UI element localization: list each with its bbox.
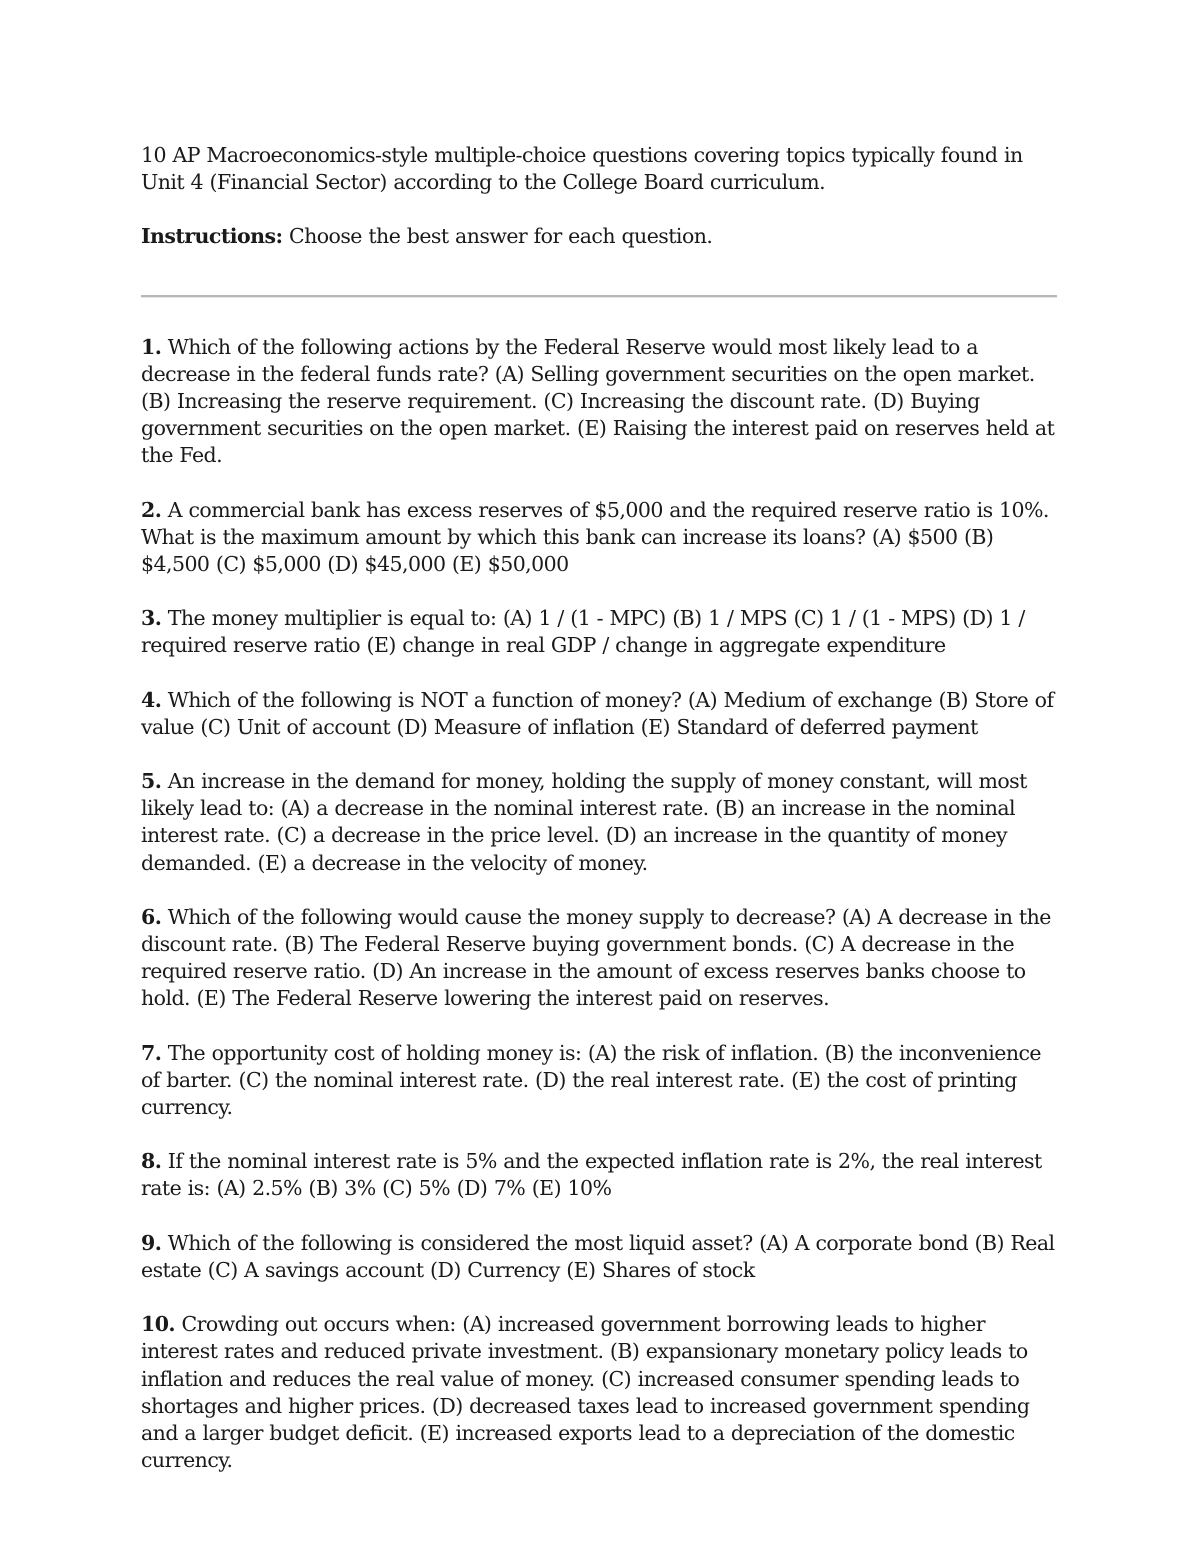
question-number: 3. <box>141 606 162 631</box>
intro-paragraph: 10 AP Macroeconomics-style multiple-choice questions covering topics typically found in Unit 4 (Financial Sector) according to the College Board curriculum. <box>141 143 1023 195</box>
question-text: Which of the following actions by the Federal Reserve would most likely lead to a decrease in the federal funds rate? (A) Selling government securities on the open market. (B) Increasing the reserve requirement. (C) Increasing the discount rate. (D) Buying government securities on the open market. (E) Raising the interest paid on reserves held at the Fed. <box>141 334 1055 468</box>
horizontal-divider <box>141 295 1057 298</box>
question-number: 9. <box>141 1230 162 1255</box>
question-text: Which of the following is NOT a function of money? (A) Medium of exchange (B) Store of value (C) Unit of account (D) Measure of inflation (E) Standard of deferred payment <box>141 687 1054 739</box>
instructions-label: Instructions: <box>141 224 283 249</box>
question-number: 6. <box>141 904 162 929</box>
question-text: The money multiplier is equal to: (A) 1 / (1 - MPC) (B) 1 / MPS (C) 1 / (1 - MPS) (D) 1 / required reserve ratio (E) change in real GDP / change in aggregate expenditure <box>141 606 1025 658</box>
question-text: An increase in the demand for money, holding the supply of money constant, will most likely lead to: (A) a decrease in the nominal interest rate. (B) an increase in the nominal interest rate. (C) a decrease in the price level. (D) an increase in the quantity of money demanded. (E) a decrease in the velocity of money. <box>141 769 1027 875</box>
question-number: 1. <box>141 334 162 359</box>
question-number: 5. <box>141 769 162 794</box>
question-2 <box>141 497 1061 579</box>
document-content <box>141 142 1061 1501</box>
question-5 <box>141 768 1061 877</box>
question-text: Which of the following is considered the most liquid asset? (A) A corporate bond (B) Real estate (C) A savings account (D) Currency (E) Shares of stock <box>141 1230 1055 1282</box>
question-10 <box>141 1311 1061 1474</box>
instructions-text: Choose the best answer for each question. <box>282 224 713 249</box>
question-text: Which of the following would cause the money supply to decrease? (A) A decrease in the discount rate. (B) The Federal Reserve buying government bonds. (C) A decrease in the required reserve ratio. (D) An increase in the amount of excess reserves banks choose to hold. (E) The Federal Reserve lowering the interest paid on reserves. <box>141 904 1051 1011</box>
question-6 <box>141 904 1061 1013</box>
question-3 <box>141 605 1061 659</box>
question-4 <box>141 687 1061 741</box>
question-number: 8. <box>141 1149 162 1174</box>
question-text: Crowding out occurs when: (A) increased government borrowing leads to higher interest rates and reduced private investment. (B) expansionary monetary policy leads to inflation and reduces the real value of money. (C) increased consumer spending leads to shortages and higher prices. (D) decreased taxes lead to increased government spending and a larger budget deficit. (E) increased exports lead to a depreciation of the domestic currency. <box>141 1312 1030 1473</box>
question-7 <box>141 1040 1061 1122</box>
question-9 <box>141 1230 1061 1284</box>
question-text: The opportunity cost of holding money is: (A) the risk of inflation. (B) the inconvenience of barter. (C) the nominal interest rate. (D) the real interest rate. (E) the cost of printing currency. <box>141 1040 1041 1120</box>
question-number: 10. <box>141 1312 176 1337</box>
question-number: 2. <box>141 497 162 522</box>
question-number: 7. <box>141 1040 162 1065</box>
instructions-paragraph <box>141 223 1061 250</box>
question-number: 4. <box>141 687 162 712</box>
question-8 <box>141 1148 1061 1202</box>
question-1 <box>141 334 1061 470</box>
question-text: A commercial bank has excess reserves of $5,000 and the required reserve ratio is 10%. What is the maximum amount by which this bank can increase its loans? (A) $500 (B) $4,500 (C) $5,000 (D) $45,000 (E) $50,000 <box>141 497 1049 577</box>
question-text: If the nominal interest rate is 5% and the expected inflation rate is 2%, the real interest rate is: (A) 2.5% (B) 3% (C) 5% (D) 7% (E) 10% <box>141 1149 1042 1201</box>
